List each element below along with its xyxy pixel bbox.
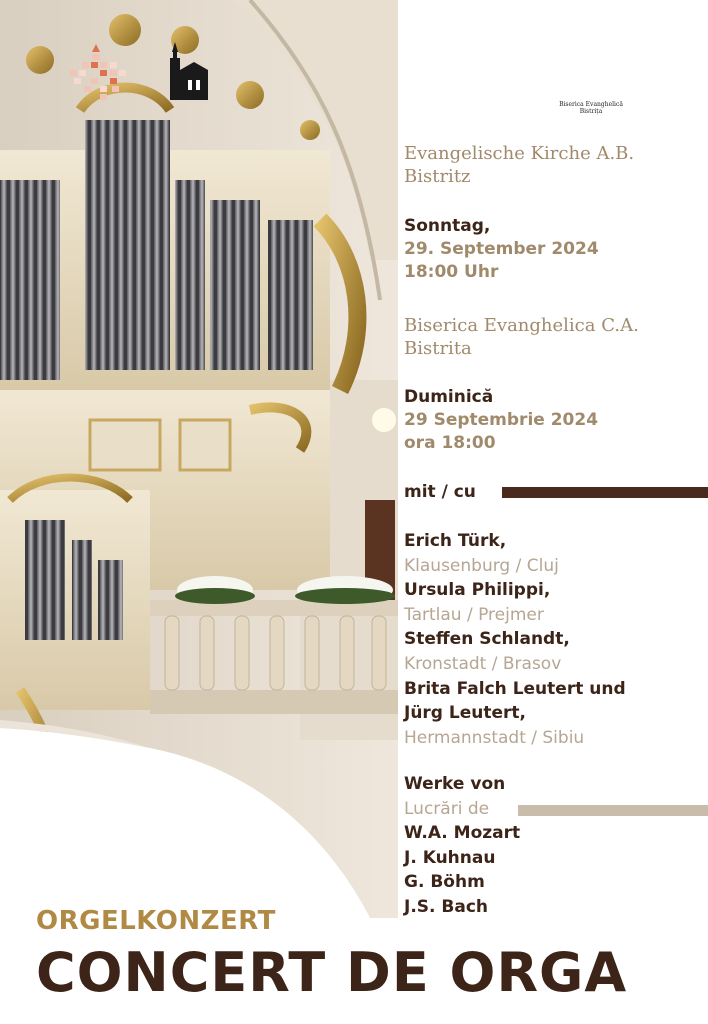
works-label-ro: Lucrări de: [404, 798, 490, 819]
date-ro: [404, 386, 704, 455]
performer-name: Steffen Schlandt,: [404, 629, 570, 650]
performer-name: Jürg Leutert,: [404, 703, 526, 724]
works-list: [404, 772, 708, 920]
venue-ro-line-2: Bistrita: [404, 338, 472, 359]
date-de-time: 18:00 Uhr: [404, 262, 499, 282]
with-divider-bar: [502, 487, 708, 498]
venue-ro-line-1: Biserica Evanghelica C.A.: [404, 315, 639, 336]
performer-name: Erich Türk,: [404, 531, 507, 551]
date-ro-time: ora 18:00: [404, 433, 496, 453]
date-ro-day: Duminică: [404, 387, 494, 407]
performer-place: Kronstadt / Brasov: [404, 653, 562, 674]
church-logo-caption: [556, 101, 626, 115]
church-logo-icon: [170, 42, 208, 100]
caption-line-1: Biserica Evanghelică: [559, 101, 623, 108]
performer-name: Brita Falch Leutert und: [404, 678, 626, 699]
performer-name: Ursula Philippi,: [404, 580, 551, 601]
composer: J.S. Bach: [404, 896, 489, 917]
with-row: [404, 480, 708, 504]
date-de-date: 29. September 2024: [404, 239, 599, 259]
date-ro-date: 29 Septembrie 2024: [404, 410, 599, 430]
venue-de-line-2: Bistritz: [404, 166, 471, 187]
performer-place: Klausenburg / Cluj: [404, 555, 559, 576]
performer-place: Hermannstadt / Sibiu: [404, 727, 585, 748]
date-de-day: Sonntag,: [404, 216, 491, 236]
composer: J. Kuhnau: [404, 847, 496, 868]
performer-place: Tartlau / Prejmer: [404, 604, 544, 625]
works-divider-bar: [518, 805, 708, 816]
performer-list: [404, 529, 708, 750]
composer: G. Böhm: [404, 872, 485, 893]
caption-line-2: Bistrița: [579, 108, 603, 115]
mosaic-logo-icon: [64, 40, 244, 120]
venue-de-line-1: Evangelische Kirche A.B.: [404, 143, 635, 164]
with-label: mit / cu: [404, 482, 476, 502]
works-label-de: Werke von: [404, 774, 506, 794]
venue-de: [404, 142, 704, 188]
logos: [64, 40, 244, 120]
title-de: ORGELKONZERT: [36, 906, 276, 936]
composer: W.A. Mozart: [404, 823, 521, 844]
title-ro: CONCERT DE ORGA: [36, 941, 628, 1004]
date-de: [404, 215, 704, 284]
venue-ro: [404, 314, 704, 360]
